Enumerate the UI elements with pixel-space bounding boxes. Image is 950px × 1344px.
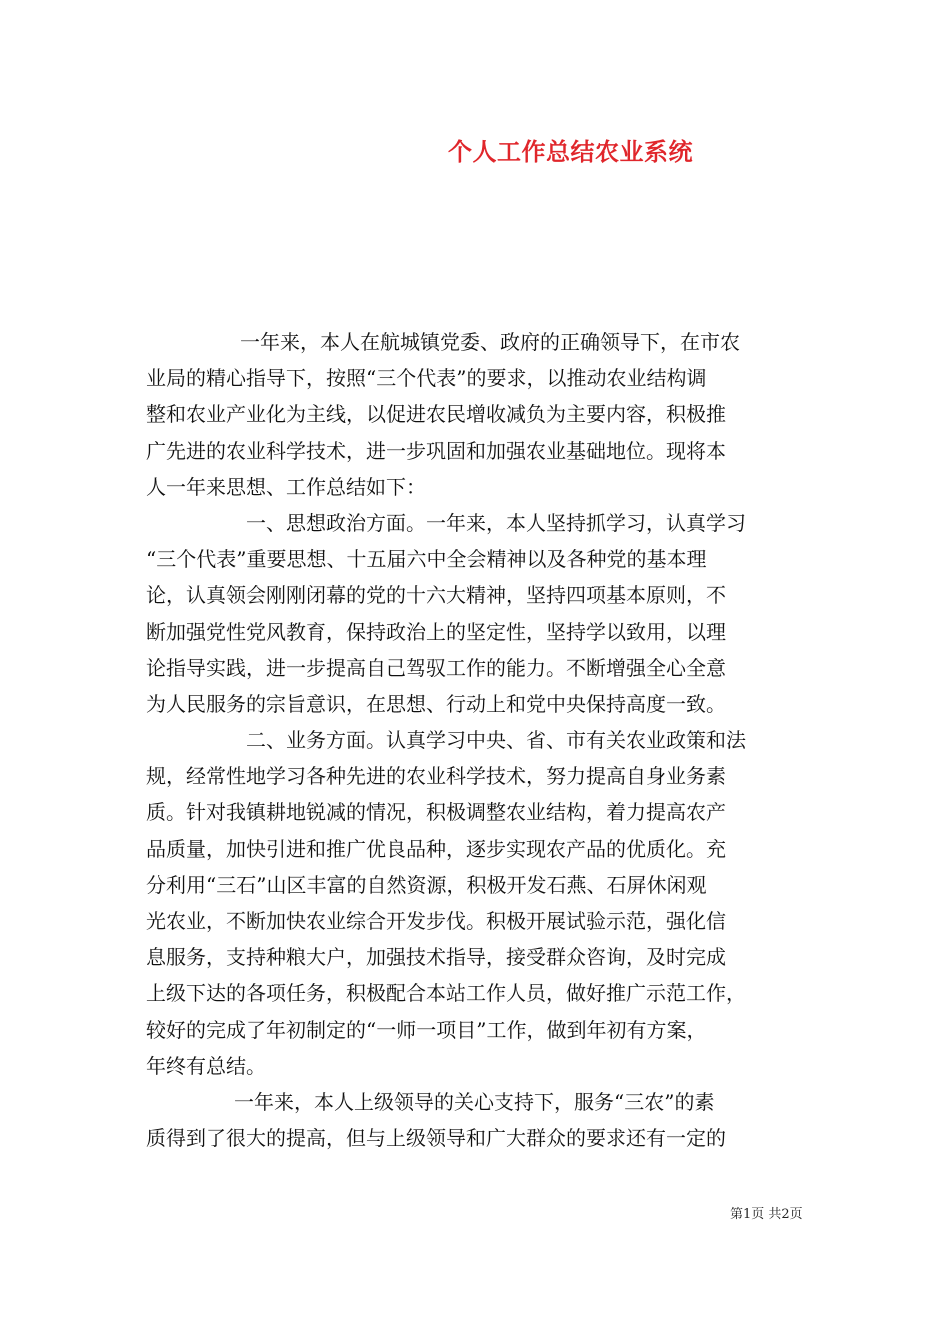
document-title: 个人工作总结农业系统 [448, 137, 693, 166]
paragraph-line: 上级下达的各项任务，积极配合本站工作人员，做好推广示范工作， [146, 981, 746, 1006]
paragraph-line: 较好的完成了年初制定的“一师一项目”工作，做到年初有方案， [146, 1017, 707, 1042]
paragraph-line: 质。针对我镇耕地锐减的情况，积极调整农业结构，着力提高农产 [146, 800, 726, 825]
paragraph-line: 一年来，本人在航城镇党委、政府的正确领导下，在市农 [240, 330, 740, 354]
paragraph-line: 整和农业产业化为主线，以促进农民增收减负为主要内容，积极推 [146, 402, 726, 427]
paragraph-line: 质得到了很大的提高，但与上级领导和广大群众的要求还有一定的 [146, 1126, 726, 1151]
paragraph-line: 一、思想政治方面。一年来，本人坚持抓学习，认真学习 [246, 510, 746, 535]
paragraph-line: 规，经常性地学习各种先进的农业科学技术，努力提高自身业务素 [146, 764, 726, 789]
paragraph-line: 品质量，加快引进和推广优良品种，逐步实现农产品的优质化。充 [146, 836, 726, 861]
paragraph-line: 年终有总结。 [146, 1053, 266, 1078]
paragraph-line: 广先进的农业科学技术，进一步巩固和加强农业基础地位。现将本 [146, 438, 726, 463]
paragraph-line: 断加强党性党风教育，保持政治上的坚定性，坚持学以致用，以理 [146, 619, 726, 644]
page-number: 第1页 共2页 [730, 1207, 803, 1222]
paragraph-line: “三个代表”重要思想、十五届六中全会精神以及各种党的基本理 [146, 547, 707, 572]
paragraph-line: 业局的精心指导下，按照“三个代表”的要求，以推动农业结构调 [146, 366, 707, 391]
paragraph-line: 为人民服务的宗旨意识，在思想、行动上和党中央保持高度一致。 [146, 691, 726, 716]
paragraph-line: 论指导实践，进一步提高自己驾驭工作的能力。不断增强全心全意 [146, 655, 726, 680]
paragraph-line: 分利用“三石”山区丰富的自然资源，积极开发石燕、石屏休闲观 [146, 872, 707, 897]
document-body [146, 324, 816, 1156]
paragraph-line: 息服务，支持种粮大户，加强技术指导，接受群众咨询，及时完成 [146, 945, 726, 970]
paragraph-line: 光农业，不断加快农业综合开发步伐。积极开展试验示范，强化信 [146, 909, 726, 933]
paragraph-line: 人一年来思想、工作总结如下： [146, 474, 426, 499]
paragraph-line: 一年来，本人上级领导的关心支持下，服务“三农”的素 [234, 1089, 715, 1114]
paragraph-line: 论，认真领会刚刚闭幕的党的十六大精神，坚持四项基本原则，不 [146, 583, 726, 608]
paragraph-line: 二、业务方面。认真学习中央、省、市有关农业政策和法 [246, 728, 746, 753]
